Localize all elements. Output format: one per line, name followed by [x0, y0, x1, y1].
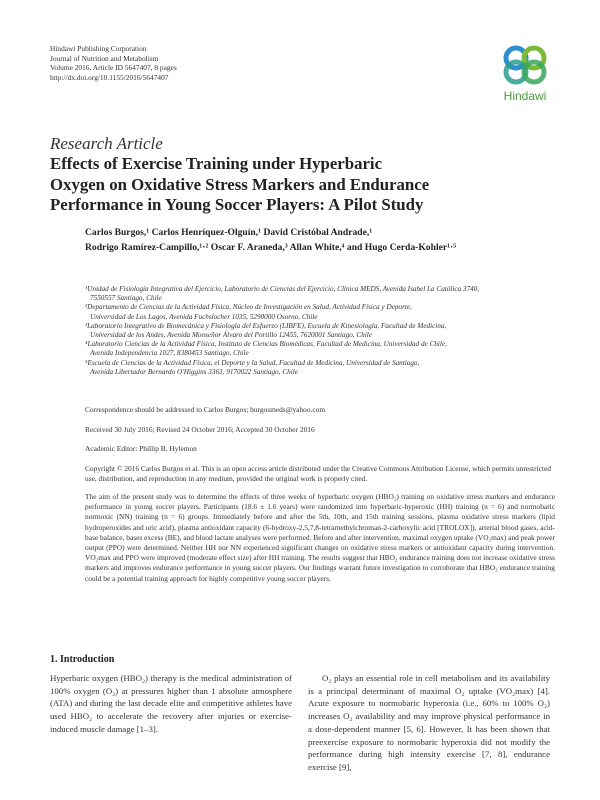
academic-editor: Academic Editor: Phillip B. Hylemon	[85, 444, 197, 453]
affiliation-item: ¹Unidad de Fisiología Integrativa del Ejercicio, Laboratorio de Ciencias del Ejercicio, Clínica MEDS, Avenida Isabel La Católica 3740, 7550557 Santiago, Chile	[85, 285, 480, 303]
title-line: Oxygen on Oxidative Stress Markers and Endurance	[50, 174, 430, 194]
publisher-name: Hindawi Publishing Corporation	[50, 44, 147, 53]
journal-name: Journal of Nutrition and Metabolism	[50, 53, 159, 63]
journal-header	[50, 44, 177, 82]
doi-link[interactable]: http://dx.doi.org/10.1155/2016/5647407	[50, 72, 169, 82]
article-type: Research Article	[50, 134, 163, 153]
affiliation-item: ⁵Escuela de Ciencias de la Actividad Física, el Deporte y la Salud, Facultad de Medicina, Universidad de Santiago, Avenida Libertador Bernardo O'Higgins 3363, 9170022 Santiago, Chile	[85, 358, 420, 376]
affiliation-item: ²Departamento de Ciencias de la Actividad Física, Núcleo de Investigación en Salud, Actividad Física y Deporte, Universidad de Los Lagos, Avenida Fuchslocher 1035, 5290000 Osorno, Chile	[85, 303, 412, 321]
abstract: The aim of the present study was to determine the effects of three weeks of hyperbaric oxygen (HBO₂) training on oxidative stress markers and endurance performance in young soccer players. Participants (18.6 ± 1.6 years) were randomized into hyperbaric-hyperoxic (HH) training (n = 6) and normobaric normoxic (NN) training (n = 6) groups. Immediately before and after the 5th, 10th, and 15th training sessions, plasma oxidative stress markers (lipid hydroperoxides and uric acid), plasma antioxidant capacity (6-hydroxy-2,5,7,8-tetramethylchroman-2-carboxylic acid [TROLOX]), arterial blood gases, acid-base balance, bases excess (BE), and blood lactate analyses were performed. Before and after intervention, maximal oxygen uptake (VO₂max) and peak power output (PPO) were determined. Neither HH nor NN experienced significant changes on oxidative stress markers or antioxidant capacity during intervention. VO₂max and PPO were improved (moderate effect size) after HH training. The results suggest that HBO₂ endurance training does not increase oxidative stress markers and improves endurance performance in young soccer players. Our findings warrant future investigation to corroborate that HBO₂ endurance training could be a potential training approach for highly competitive young soccer players.	[85, 492, 555, 583]
author-list	[85, 225, 555, 255]
body-column-left	[50, 672, 292, 736]
logo-text: Hindawi	[503, 89, 547, 103]
affiliations	[85, 285, 555, 377]
affiliation-item: ⁴Laboratorio Ciencias de la Actividad Física, Instituto de Ciencias Biomédicas, Facultad de Medicina, Universidad de Chile, Avenida Independencia 1027, 8380453 Santiago, Chile	[85, 340, 447, 358]
author-line: Rodrigo Ramírez-Campillo,¹·² Oscar F. Araneda,³ Allan White,⁴ and Hugo Cerda-Kohler¹·⁵	[85, 242, 457, 253]
section-heading: 1. Introduction	[50, 654, 115, 665]
correspondence: Correspondence should be addressed to Carlos Burgos; burgosmeds@yahoo.com	[85, 405, 326, 414]
volume-info: Volume 2016, Article ID 5647407, 8 pages	[50, 63, 177, 72]
title-line: Performance in Young Soccer Players: A Pilot Study	[50, 195, 424, 214]
body-column-right	[308, 672, 550, 774]
copyright-notice: Copyright © 2016 Carlos Burgos et al. This is an open access article distributed under the Creative Commons Attribution License, which permits unrestricted use, distribution, and reproduction in any medium, provided the original work is properly cited.	[85, 464, 551, 483]
article-dates: Received 30 July 2016; Revised 24 October 2016; Accepted 30 October 2016	[85, 425, 315, 434]
paragraph: O₂ plays an essential role in cell metabolism and its availability is a principal determinant of maximal O₂ uptake (VO₂max) [4]. Acute exposure to normobaric hyperoxia (i.e., 60% to 100% O₂) increases O₂ availability and may improve physical performance in a dose-dependent manner [5, 6]. However, It has been shown that preexercise exposure to normobaric hyperoxia did not modify the performance during high intensity exercise [7, 8], endurance exercise [9],	[308, 673, 550, 772]
paragraph: Hyperbaric oxygen (HBO₂) therapy is the medical administration of 100% oxygen (O₂) at pressures higher than 1 absolute atmosphere (ATA) and during the last decade elite and competitive athletes have used HBO₂ to accelerate the recovery after injuries or exercise-induced muscle damage [1–3].	[50, 673, 292, 734]
hindawi-logo	[492, 40, 558, 104]
article-title	[50, 154, 550, 216]
title-line: Effects of Exercise Training under Hyperbaric	[50, 154, 383, 173]
author-line: Carlos Burgos,¹ Carlos Henríquez-Olguín,¹ David Cristóbal Andrade,¹	[85, 227, 373, 238]
hindawi-logo-icon	[492, 40, 558, 88]
affiliation-item: ³Laboratorio Integrativo de Biomecánica y Fisiología del Esfuerzo (LIBFE), Escuela de Kinesiología, Facultad de Medicina, Universidad de los Andes, Avenida Monseñor Álvaro del Portillo 12455, 7620001 Santiago, Chile	[85, 321, 447, 340]
